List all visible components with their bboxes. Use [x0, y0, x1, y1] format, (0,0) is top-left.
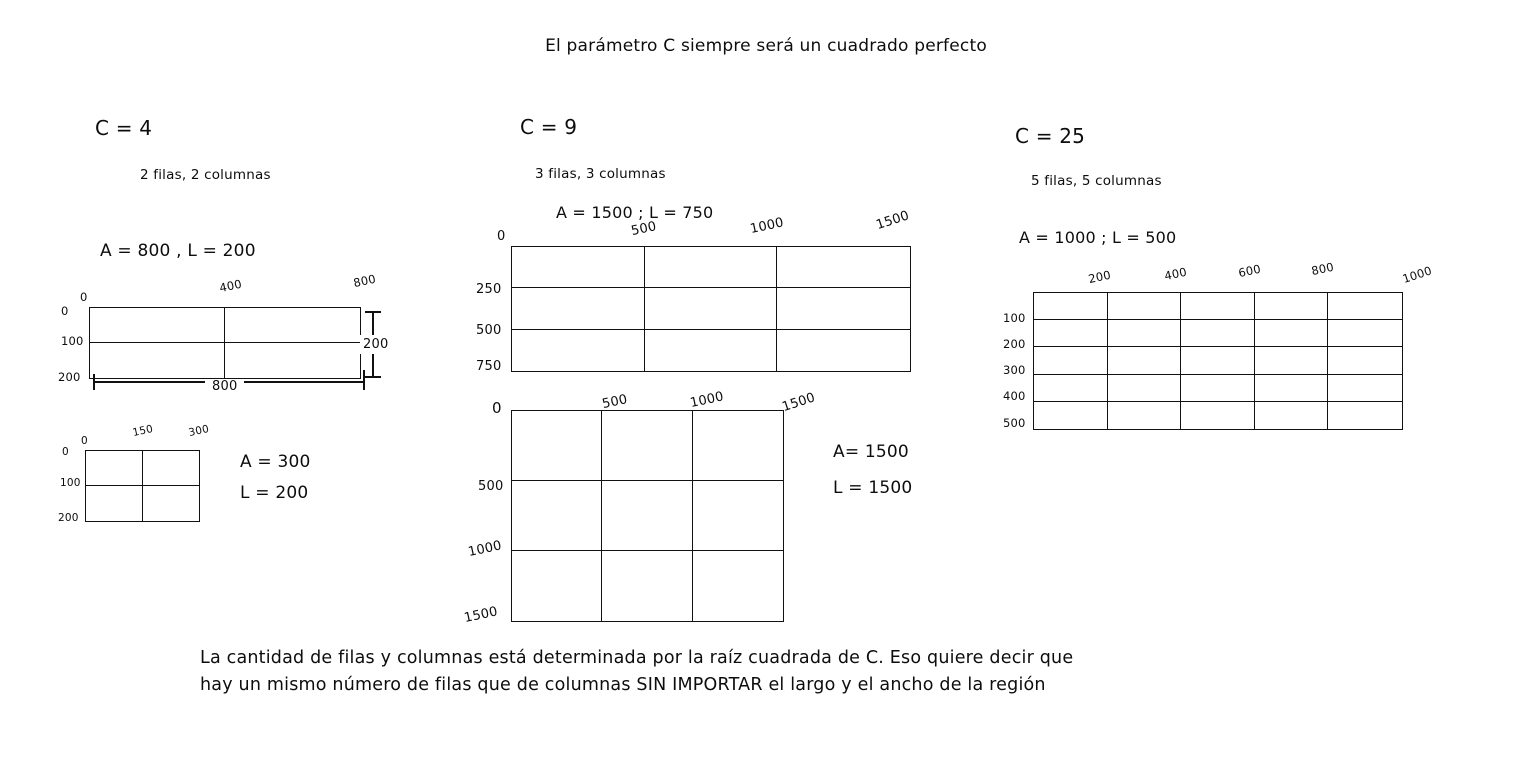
grid-cell: [1328, 402, 1402, 429]
grid-cell: [1181, 402, 1255, 429]
grid-cell: [1328, 293, 1402, 320]
grid-cell: [1181, 293, 1255, 320]
grid-cell: [645, 247, 778, 288]
section-subheading-c4: 2 filas, 2 columnas: [140, 167, 271, 183]
footer-text: [200, 645, 1360, 699]
grid-cell: [1108, 402, 1182, 429]
height-annotation: 200: [360, 335, 391, 354]
y-tick-label: 500: [476, 323, 502, 338]
y-tick-label: 1500: [462, 604, 500, 626]
width-annotation: 800: [205, 379, 244, 394]
figure-label-c4-a: A = 800 , L = 200: [100, 241, 256, 261]
grid-cell: [225, 308, 360, 343]
grid-cell: [86, 451, 143, 486]
grid-cell: [1328, 375, 1402, 402]
x-tick-label: 400: [1163, 264, 1189, 283]
y-tick-label: 500: [478, 479, 504, 494]
grid-cell: [1108, 375, 1182, 402]
grid-cell: [693, 551, 783, 621]
x-tick-label: 300: [187, 422, 211, 439]
grid-cell: [90, 308, 225, 343]
grid-cell: [1034, 320, 1108, 347]
y-tick-label: 0: [61, 304, 69, 318]
height-measure-cap-top: [365, 311, 381, 313]
width-measure-cap-right: [363, 370, 365, 390]
grid-cell: [602, 481, 692, 551]
grid-cell: [143, 486, 200, 521]
y-tick-label: 0: [62, 446, 69, 458]
y-tick-label: 300: [1003, 363, 1026, 377]
grid-cell: [1034, 402, 1108, 429]
grid-cell: [1255, 375, 1329, 402]
grid-cell: [143, 451, 200, 486]
grid-cell: [225, 343, 360, 378]
y-tick-label: 100: [1003, 311, 1026, 325]
grid-cell: [777, 247, 910, 288]
grid-cell: [602, 411, 692, 481]
grid-cell: [1255, 320, 1329, 347]
x-tick-label: 800: [1310, 259, 1336, 278]
grid-c9-1500x1500: [511, 410, 784, 622]
grid-c9-1500x750: [511, 246, 911, 372]
y-tick-label: 250: [476, 282, 502, 297]
grid-cell: [86, 486, 143, 521]
x-tick-label: 1500: [780, 390, 818, 415]
figure-label-a-300: A = 300: [240, 452, 311, 472]
grid-cell: [693, 481, 783, 551]
grid-cell: [512, 288, 645, 329]
y-tick-label: 100: [60, 477, 81, 489]
y-tick-label: 100: [61, 334, 84, 348]
grid-cell: [1328, 320, 1402, 347]
grid-cell: [1255, 402, 1329, 429]
x-tick-label: 1500: [874, 208, 912, 233]
x-tick-label: 1000: [1400, 263, 1434, 286]
section-subheading-c9: 3 filas, 3 columnas: [535, 166, 666, 182]
x-tick-label: 1000: [688, 389, 726, 411]
grid-cell: [512, 330, 645, 371]
y-tick-label: 500: [1003, 416, 1026, 430]
grid-cell: [1181, 347, 1255, 374]
grid-cell: [1255, 293, 1329, 320]
grid-c4-800x200: [89, 307, 361, 379]
section-heading-c25: C = 25: [1015, 124, 1086, 148]
y-tick-label: 400: [1003, 389, 1026, 403]
x-tick-label: 0: [81, 435, 88, 447]
grid-cell: [512, 247, 645, 288]
grid-cell: [512, 411, 602, 481]
x-tick-label: 200: [1087, 267, 1113, 286]
grid-cell: [777, 330, 910, 371]
grid-cell: [1034, 293, 1108, 320]
section-subheading-c25: 5 filas, 5 columnas: [1031, 173, 1162, 189]
x-tick-label: 0: [497, 229, 506, 244]
section-heading-c4: C = 4: [95, 116, 153, 140]
figure-label-l-200: L = 200: [240, 483, 309, 503]
height-measure-cap-bottom: [365, 376, 381, 378]
x-tick-label: 500: [629, 219, 658, 239]
grid-c25-1000x500: [1033, 292, 1403, 430]
grid-cell: [512, 551, 602, 621]
y-tick-label: 200: [58, 370, 81, 384]
x-tick-label: 800: [352, 271, 378, 290]
footer-line-1: La cantidad de filas y columnas está determinada por la raíz cuadrada de C. Eso quiere decir que: [200, 648, 1074, 668]
grid-cell: [512, 481, 602, 551]
grid-cell: [645, 288, 778, 329]
footer-line-2: hay un mismo número de filas que de columnas SIN IMPORTAR el largo y el ancho de la región: [200, 675, 1046, 696]
grid-cell: [645, 330, 778, 371]
grid-cell: [1181, 320, 1255, 347]
grid-cell: [777, 288, 910, 329]
x-tick-label: 0: [492, 399, 502, 417]
x-tick-label: 500: [600, 392, 629, 412]
x-tick-label: 0: [80, 290, 88, 304]
y-tick-label: 200: [58, 512, 79, 524]
x-tick-label: 400: [218, 276, 244, 295]
section-heading-c9: C = 9: [520, 115, 578, 139]
grid-c4-300x200: [85, 450, 200, 522]
grid-cell: [1034, 375, 1108, 402]
x-tick-label: 150: [131, 422, 155, 439]
grid-cell: [1181, 375, 1255, 402]
figure-label-c9-a: A = 1500 ; L = 750: [556, 203, 714, 222]
grid-cell: [602, 551, 692, 621]
grid-cell: [1108, 293, 1182, 320]
figure-label-a-1500: A= 1500: [833, 442, 909, 462]
figure-label-c25-a: A = 1000 ; L = 500: [1019, 228, 1177, 247]
grid-cell: [1108, 320, 1182, 347]
grid-cell: [1108, 347, 1182, 374]
y-tick-label: 750: [476, 359, 502, 374]
figure-label-l-1500: L = 1500: [833, 478, 913, 498]
grid-cell: [90, 343, 225, 378]
grid-cell: [1255, 347, 1329, 374]
y-tick-label: 200: [1003, 337, 1026, 351]
page-title: El parámetro C siempre será un cuadrado perfecto: [545, 36, 987, 56]
width-measure-cap-left: [93, 374, 95, 390]
y-tick-label: 1000: [466, 538, 504, 560]
x-tick-label: 600: [1237, 261, 1263, 280]
x-tick-label: 1000: [748, 215, 786, 237]
grid-cell: [1328, 347, 1402, 374]
grid-cell: [1034, 347, 1108, 374]
grid-cell: [693, 411, 783, 481]
